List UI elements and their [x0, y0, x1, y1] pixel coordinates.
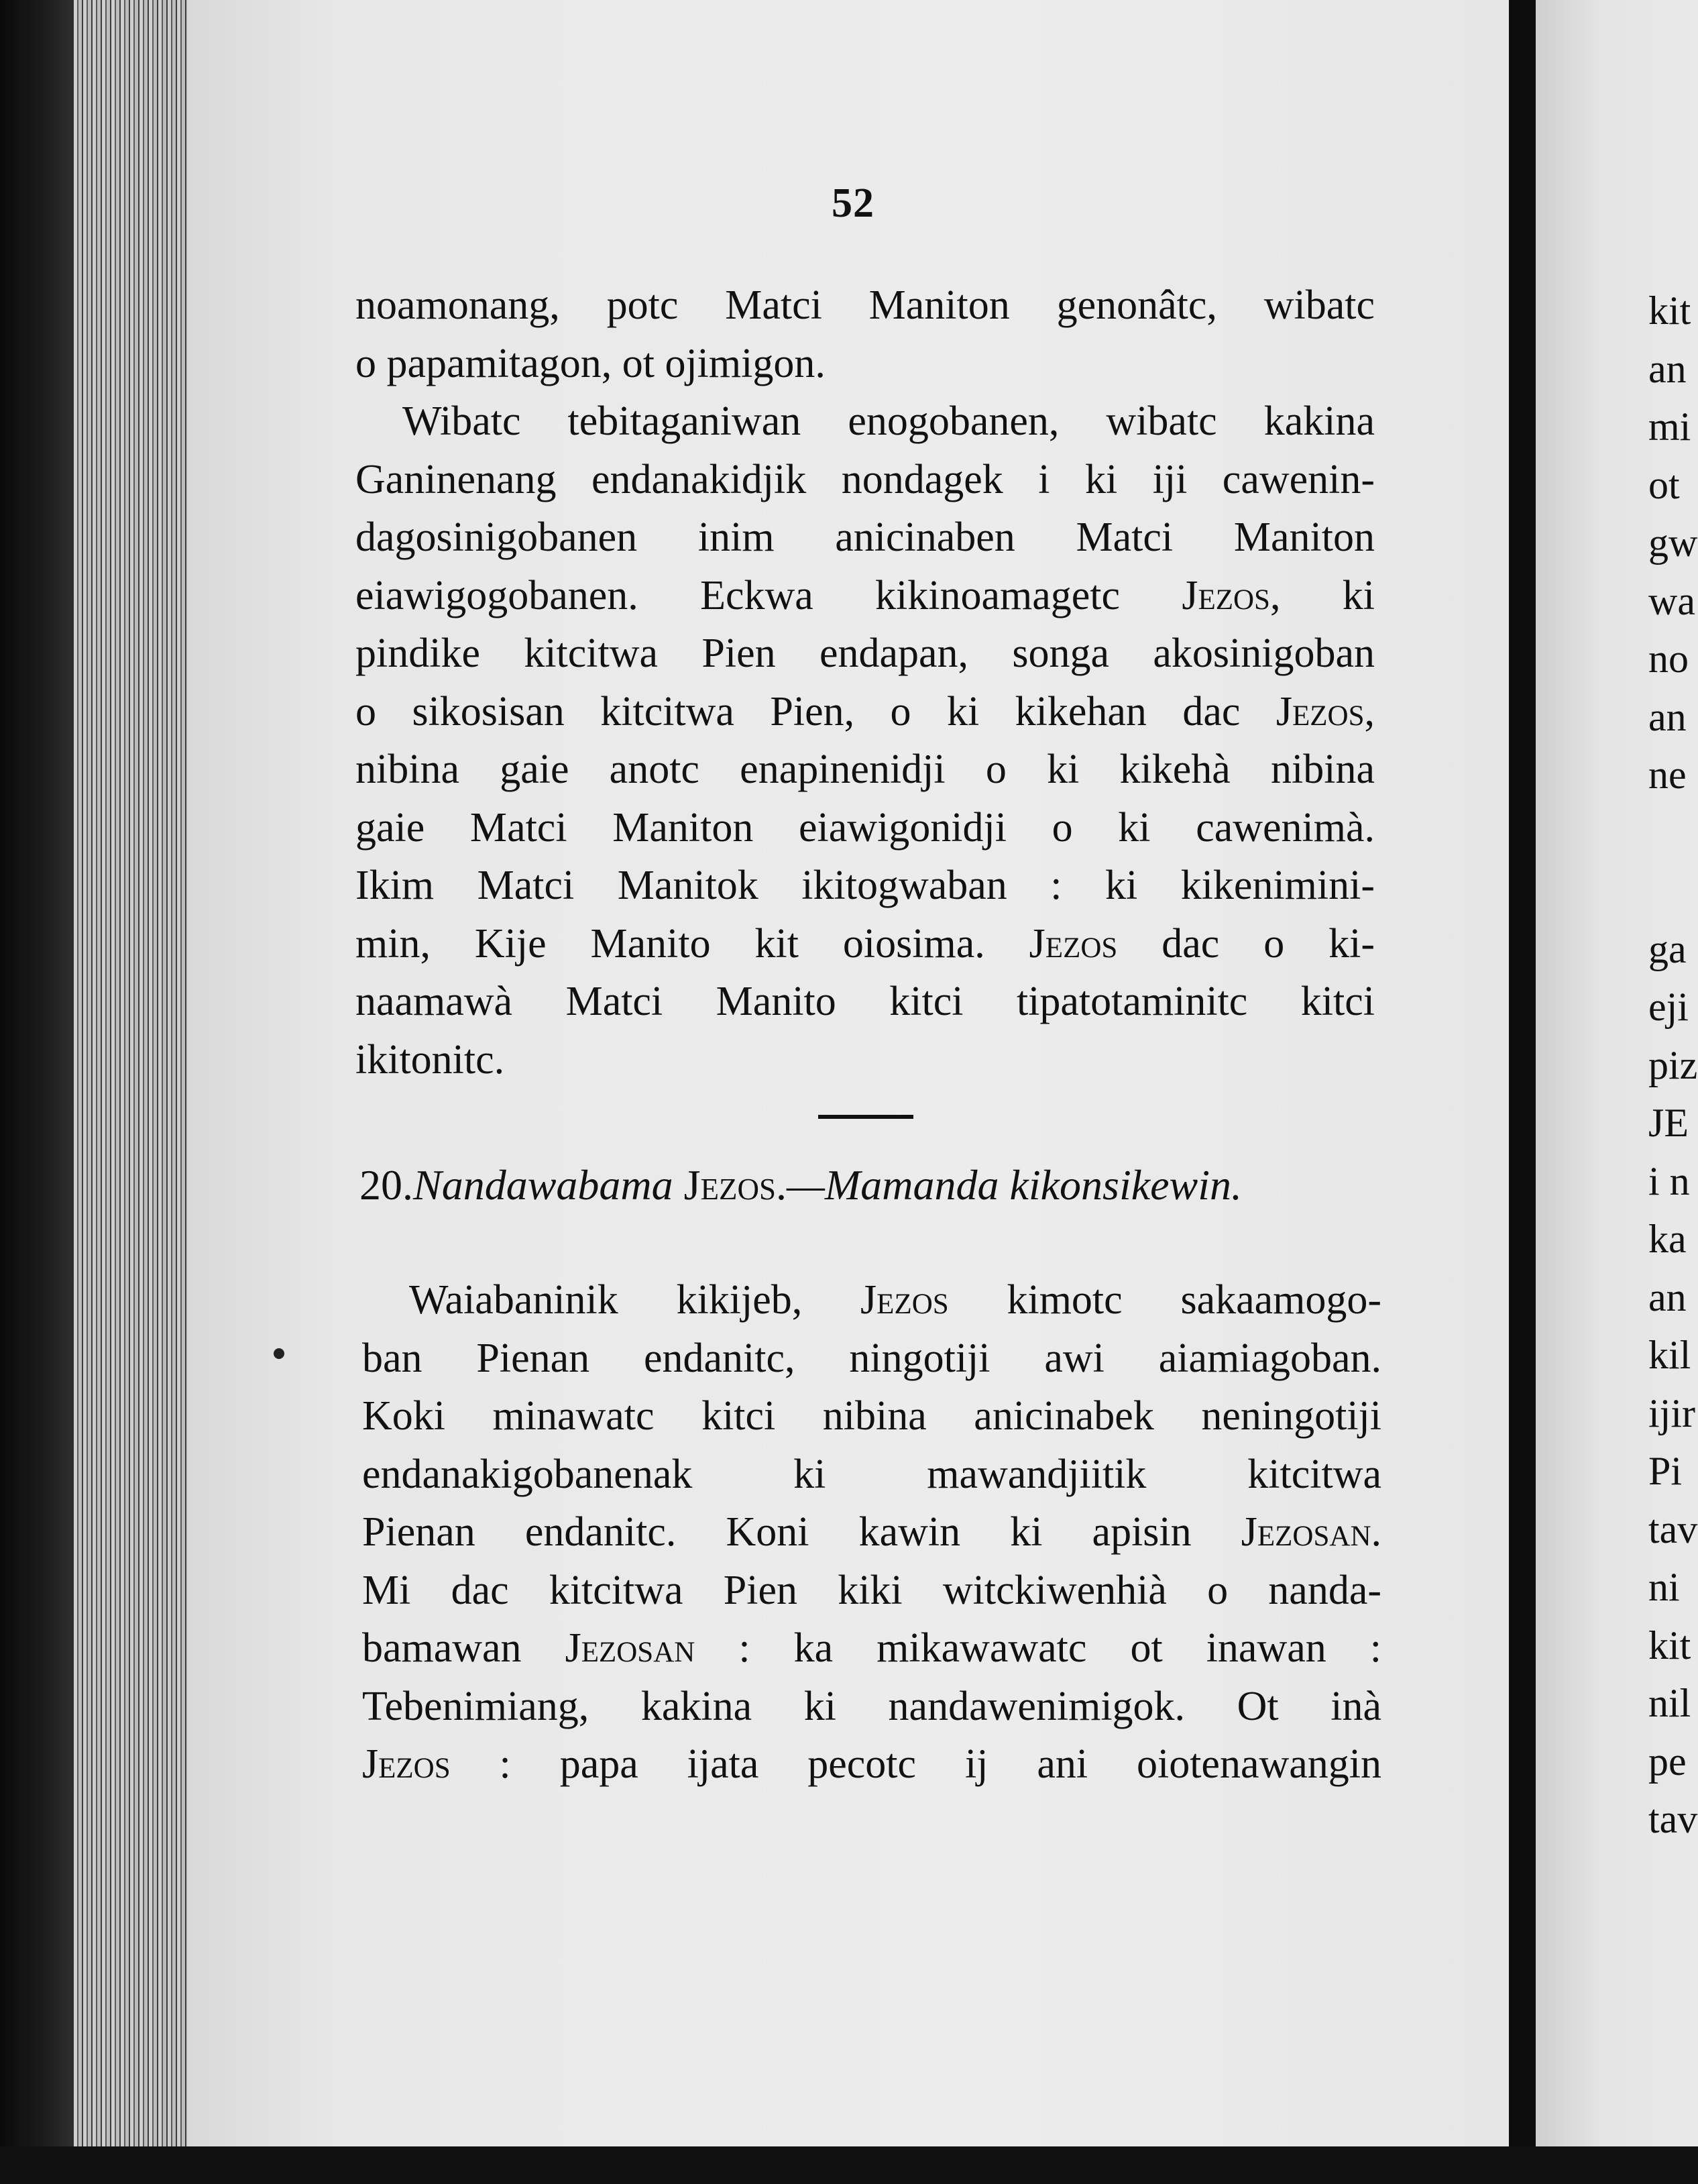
text-line: endanakigobanenak ki mawandjiitik kitcitwa — [362, 1451, 1381, 1497]
text-line: Koki minawatc kitci nibina anicinabek neningotiji — [362, 1393, 1381, 1439]
section-title-name: Jezos. — [683, 1161, 787, 1209]
page-edges — [74, 0, 188, 2184]
facing-line: ni — [1648, 1565, 1680, 1609]
text-line: Pienan endanitc. Koni kawin ki apisin Jezosan. — [362, 1509, 1381, 1555]
facing-line: Pi — [1648, 1449, 1683, 1493]
facing-line: tav — [1648, 1507, 1698, 1551]
facing-line: kit — [1648, 1623, 1691, 1668]
section-heading — [359, 1160, 1242, 1210]
facing-line: pe — [1648, 1739, 1687, 1784]
facing-line: ne — [1648, 753, 1687, 797]
scan-bottom-border — [0, 2146, 1698, 2184]
text-line: naamawà Matci Manito kitci tipatotaminitc kitci — [355, 979, 1375, 1024]
section-title-part-1: Nandawabama — [413, 1161, 673, 1209]
section-title-part-2: —Mamanda kikonsikewin. — [787, 1161, 1242, 1209]
name-jezos: Jezos — [1182, 572, 1270, 618]
facing-line: piz — [1648, 1042, 1698, 1087]
text-line: Mi dac kitcitwa Pien kiki witckiwenhià o nanda- — [362, 1567, 1381, 1613]
text-line: pindike kitcitwa Pien endapan, songa akosinigoban — [355, 631, 1375, 676]
margin-dot-mark — [274, 1348, 284, 1359]
facing-line: kit — [1648, 288, 1691, 333]
facing-line: kil — [1648, 1333, 1691, 1377]
name-jezos: Jezosan — [565, 1625, 695, 1671]
name-jezos: Jezos — [860, 1277, 949, 1323]
text-block-top — [355, 276, 1375, 1089]
text-block-bottom — [362, 1271, 1381, 1794]
facing-gap — [1648, 804, 1697, 920]
facing-line: an — [1648, 346, 1687, 391]
facing-line: no — [1648, 637, 1689, 681]
name-jezos: Jezos — [1276, 688, 1365, 734]
text-line: dagosinigobanen inim anicinaben Matci Maniton — [355, 514, 1375, 560]
text-line: Ganinenang endanakidjik nondagek i ki iji cawenin- — [355, 456, 1375, 502]
text-line: min, Kije Manito kit oiosima. Jezos dac o ki- — [355, 920, 1375, 967]
text-line: ban Pienan endanitc, ningotiji awi aiamiagoban. — [362, 1335, 1381, 1381]
text-line: bamawan Jezosan : ka mikawawatc ot inawan : — [362, 1625, 1381, 1671]
facing-line: wa — [1648, 578, 1695, 623]
facing-line: ka — [1648, 1217, 1687, 1261]
facing-line: an — [1648, 694, 1687, 739]
text-line: Tebenimiang, kakina ki nandawenimigok. Ot inà — [362, 1683, 1381, 1729]
text-line: noamonang, potc Matci Maniton genonâtc, wibatc — [355, 282, 1375, 328]
text-line: o sikosisan kitcitwa Pien, o ki kikehan dac Jezos, — [355, 688, 1375, 734]
book-spine-shadow — [0, 0, 74, 2184]
page-gutter — [1509, 0, 1536, 2184]
facing-line: i n — [1648, 1158, 1690, 1203]
text-line: Ikim Matci Manitok ikitogwaban : ki kikenimini- — [355, 863, 1375, 908]
facing-line: eji — [1648, 985, 1689, 1029]
facing-line: an — [1648, 1274, 1687, 1319]
facing-line: JE — [1648, 1101, 1689, 1145]
facing-line: ot — [1648, 462, 1680, 507]
text-line: o papamitagon, ot ojimigon. — [355, 340, 826, 386]
section-number: 20. — [359, 1161, 413, 1209]
text-line: nibina gaie anotc enapinenidji o ki kikehà nibina — [355, 747, 1375, 792]
facing-line: ga — [1648, 926, 1687, 971]
facing-line: tav — [1648, 1797, 1698, 1841]
name-jezos: Jezosan — [1241, 1509, 1371, 1555]
text-line: ikitonitc. — [355, 1036, 505, 1083]
text-line: Waiabaninik kikijeb, Jezos kimotc sakaamogo- — [409, 1277, 1381, 1323]
name-jezos: Jezos — [1029, 920, 1118, 967]
text-line: Jezos : papa ijata pecotc ij ani oiotenawangin — [362, 1741, 1381, 1787]
facing-line: gw — [1648, 521, 1698, 565]
facing-line: nil — [1648, 1681, 1691, 1725]
text-line: Wibatc tebitaganiwan enogobanen, wibatc kakina — [402, 398, 1375, 444]
text-line: eiawigogobanen. Eckwa kikinoamagetc Jezos, ki — [355, 572, 1375, 618]
page-number: 52 — [832, 180, 874, 226]
section-separator-rule — [818, 1115, 913, 1119]
facing-page-text — [1648, 282, 1697, 1849]
name-jezos: Jezos — [362, 1741, 451, 1787]
facing-line: ijir — [1648, 1390, 1695, 1435]
facing-line: mi — [1648, 404, 1691, 449]
text-line: gaie Matci Maniton eiawigonidji o ki cawenimà. — [355, 804, 1375, 851]
